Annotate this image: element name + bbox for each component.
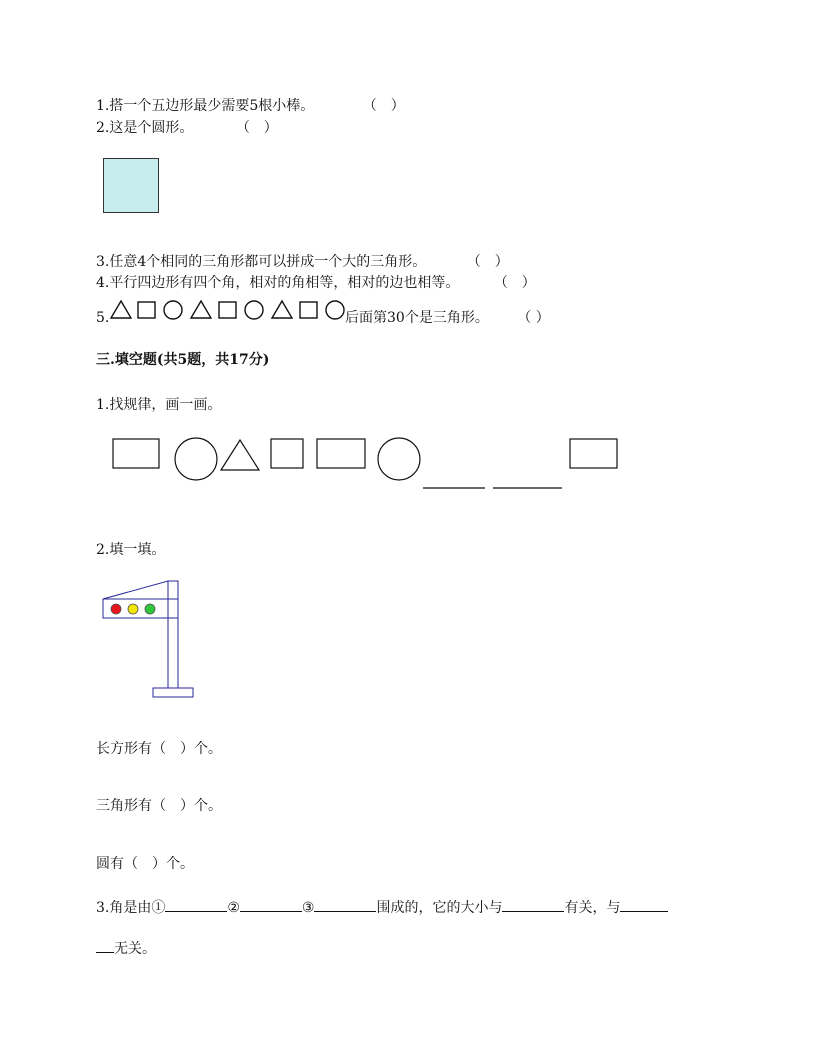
circle-count-line[interactable]: 圆有（ ）个。: [96, 856, 194, 872]
question-4-text: 4.平行四边形有四个角，相对的角相等，相对的边也相等。: [96, 275, 460, 291]
square-figure: [103, 158, 159, 214]
fill-question-3-part-4: 围成的，它的大小与: [376, 900, 503, 916]
rectangle-icon: [317, 439, 365, 468]
question-5-prefix: 5.: [96, 310, 110, 326]
answer-blank-2[interactable]: [240, 897, 302, 912]
fill-question-1: 1.找规律，画一画。: [96, 397, 222, 413]
rectangle-icon: [570, 439, 617, 468]
answer-blank-4[interactable]: [502, 897, 564, 912]
answer-paren-2[interactable]: （ ）: [235, 120, 278, 136]
question-5-suffix: 后面第30个是三角形。: [345, 310, 489, 326]
fill-question-3-part-1: 3.角是由①: [96, 900, 166, 916]
question-1-text: 1.搭一个五边形最少需要5根小棒。: [96, 98, 315, 114]
square-icon: [219, 302, 236, 318]
triangle-icon: [272, 301, 292, 318]
question-4: [96, 273, 536, 293]
fill-question-3-part-5: 有关，与: [564, 900, 621, 916]
question-2: [96, 118, 278, 138]
fill-question-3: [96, 897, 668, 918]
yellow-light-icon: [128, 604, 138, 614]
question-5: [96, 308, 109, 328]
square-icon: [300, 302, 317, 318]
answer-paren-3[interactable]: （ ）: [466, 254, 509, 270]
triangle-icon: [111, 301, 131, 318]
rectangle-icon: [153, 688, 193, 697]
square-icon: [138, 302, 155, 318]
square-icon: [104, 159, 159, 213]
shape-sequence: [109, 300, 349, 320]
circle-icon: [378, 438, 420, 480]
circle-icon: [164, 301, 182, 319]
fill-question-3-part-2: ②: [227, 900, 240, 916]
fill-question-3-continued: [96, 938, 156, 959]
rectangle-count-line[interactable]: 长方形有（ ）个。: [96, 741, 222, 757]
answer-blank-5[interactable]: [620, 897, 668, 912]
fill-question-3-part-3: ③: [301, 900, 315, 916]
rectangle-icon: [113, 439, 159, 468]
question-1: [96, 96, 405, 116]
traffic-light-figure: [102, 580, 197, 700]
triangle-count-line[interactable]: 三角形有（ ）个。: [96, 798, 222, 814]
answer-blank-1[interactable]: [165, 897, 227, 912]
question-3-text: 3.任意4个相同的三角形都可以拼成一个大的三角形。: [96, 254, 427, 270]
question-2-text: 2.这是个圆形。: [96, 120, 194, 136]
question-5-rest: [345, 308, 550, 328]
answer-paren-4[interactable]: （ ）: [493, 275, 536, 291]
triangle-icon: [221, 440, 259, 470]
circle-icon: [326, 301, 344, 319]
pattern-row: [112, 436, 622, 494]
circle-icon: [245, 301, 263, 319]
fill-question-2: 2.填一填。: [96, 542, 166, 558]
fill-question-3-part-6: 无关。: [114, 941, 156, 957]
answer-paren-5[interactable]: （ ）: [517, 310, 550, 326]
triangle-icon: [103, 581, 168, 599]
red-light-icon: [111, 604, 121, 614]
rectangle-icon: [168, 581, 178, 688]
circle-icon: [175, 438, 217, 480]
green-light-icon: [145, 604, 155, 614]
section-title: 三.填空题(共5题，共17分): [96, 352, 270, 368]
answer-blank-5-continued[interactable]: [96, 938, 114, 953]
triangle-icon: [191, 301, 211, 318]
answer-blank-3[interactable]: [314, 897, 376, 912]
answer-paren-1[interactable]: （ ）: [362, 98, 405, 114]
question-3: [96, 252, 509, 272]
square-icon: [271, 439, 303, 468]
